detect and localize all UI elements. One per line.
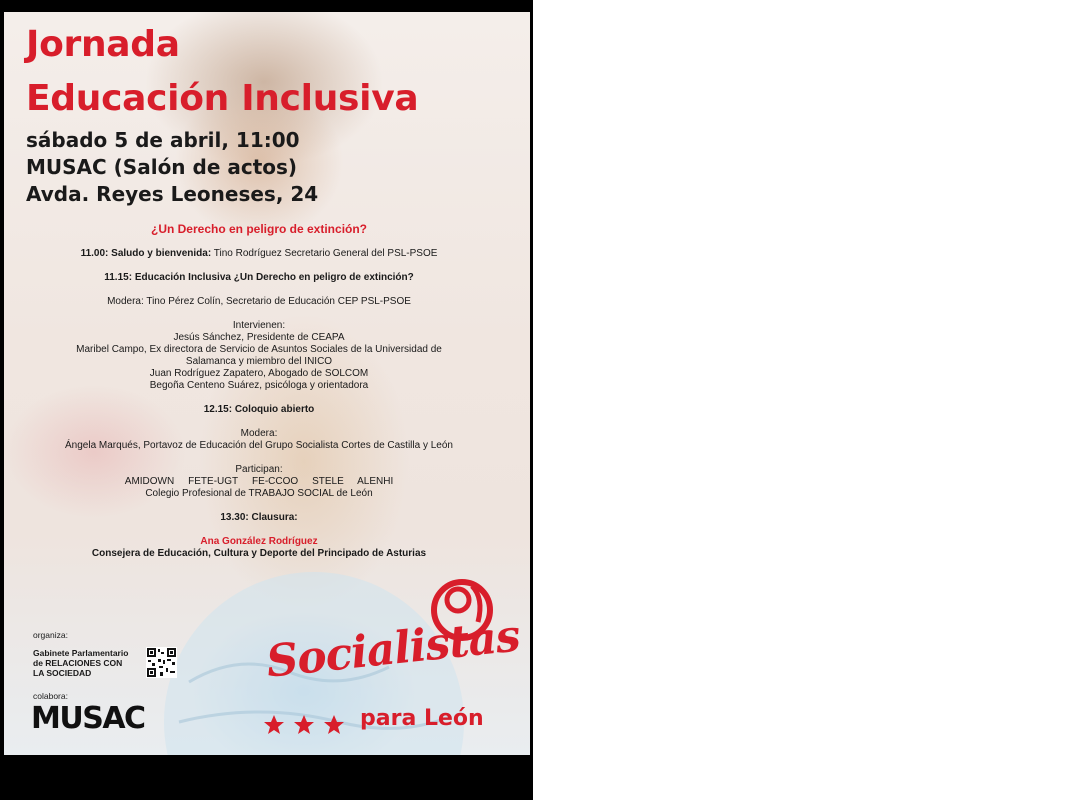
program-item-1-text: Tino Rodríguez Secretario General del PSL-PSOE <box>211 248 438 259</box>
program-item-2 <box>44 272 474 284</box>
speaker-line: Jesús Sánchez, Presidente de CEAPA <box>173 332 345 343</box>
participants-orgs <box>44 476 474 488</box>
program-moderator-1: Modera: Tino Pérez Colín, Secretario de Educación CEP PSL-PSOE <box>107 296 411 307</box>
closing-name: Ana González Rodríguez <box>200 536 318 547</box>
program-item-3-text: 12.15: Coloquio abierto <box>203 404 315 415</box>
image-viewer <box>0 0 533 800</box>
musac-logo: MUSAC <box>31 701 145 736</box>
program-item-2-text: 11.15: Educación Inclusiva ¿Un Derecho en peligro de extinción? <box>104 272 414 283</box>
participants-block <box>44 464 474 500</box>
title-line-2: Educación Inclusiva <box>26 78 419 119</box>
organiza-block <box>33 648 128 678</box>
qr-code-icon <box>146 647 177 678</box>
moderator-text: Ángela Marqués, Portavoz de Educación del Grupo Socialista Cortes de Castilla y León <box>65 440 453 451</box>
speaker-line: Salamanca y miembro del INICO <box>185 356 333 367</box>
colabora-label: colabora: <box>33 691 68 701</box>
participant-org: AMIDOWN <box>124 476 175 487</box>
address-line: Avda. Reyes Leoneses, 24 <box>26 182 319 206</box>
participant-org: FETE-UGT <box>188 476 239 487</box>
speaker-line: Juan Rodríguez Zapatero, Abogado de SOLCOM <box>149 368 369 379</box>
speakers-block <box>44 320 474 392</box>
para-leon-text: para León <box>360 706 484 731</box>
date-line: sábado 5 de abril, 11:00 <box>26 128 300 152</box>
program-item-1-time: 11.00: Saludo y bienvenida: <box>80 248 212 259</box>
event-subtitle: ¿Un Derecho en peligro de extinción? <box>150 222 368 236</box>
participant-org: ALENHI <box>357 476 394 487</box>
participants-line-2: Colegio Profesional de TRABAJO SOCIAL de León <box>145 488 373 499</box>
participant-org: FE-CCOO <box>252 476 299 487</box>
program-item-3 <box>44 404 474 416</box>
program-item-1 <box>44 248 474 260</box>
speaker-line: Maribel Campo, Ex directora de Servicio de Asuntos Sociales de la Universidad de <box>76 344 442 355</box>
organiza-line: Gabinete Parlamentario <box>33 648 129 658</box>
socialistas-logo-text: Socialistas <box>264 610 522 688</box>
program-item-4 <box>44 512 474 524</box>
organiza-line: LA SOCIEDAD <box>33 668 92 678</box>
organiza-label: organiza: <box>33 630 68 640</box>
speakers-heading: Intervienen: <box>232 320 286 331</box>
moderator-block <box>44 428 474 452</box>
title-line-1: Jornada <box>26 24 180 65</box>
participant-org: STELE <box>312 476 344 487</box>
speaker-line: Begoña Centeno Suárez, psicóloga y orientadora <box>149 380 369 391</box>
participants-heading: Participan: <box>235 464 283 475</box>
event-poster <box>4 12 530 755</box>
moderator-heading: Modera: <box>240 428 278 439</box>
closing-block <box>44 536 474 560</box>
closing-role: Consejera de Educación, Cultura y Deporte del Principado de Asturias <box>91 548 427 559</box>
stars-icon <box>262 712 352 738</box>
organiza-line: de RELACIONES CON <box>33 658 123 668</box>
program-item-4-text: 13.30: Clausura: <box>220 512 298 523</box>
venue-line: MUSAC (Salón de actos) <box>26 155 298 179</box>
